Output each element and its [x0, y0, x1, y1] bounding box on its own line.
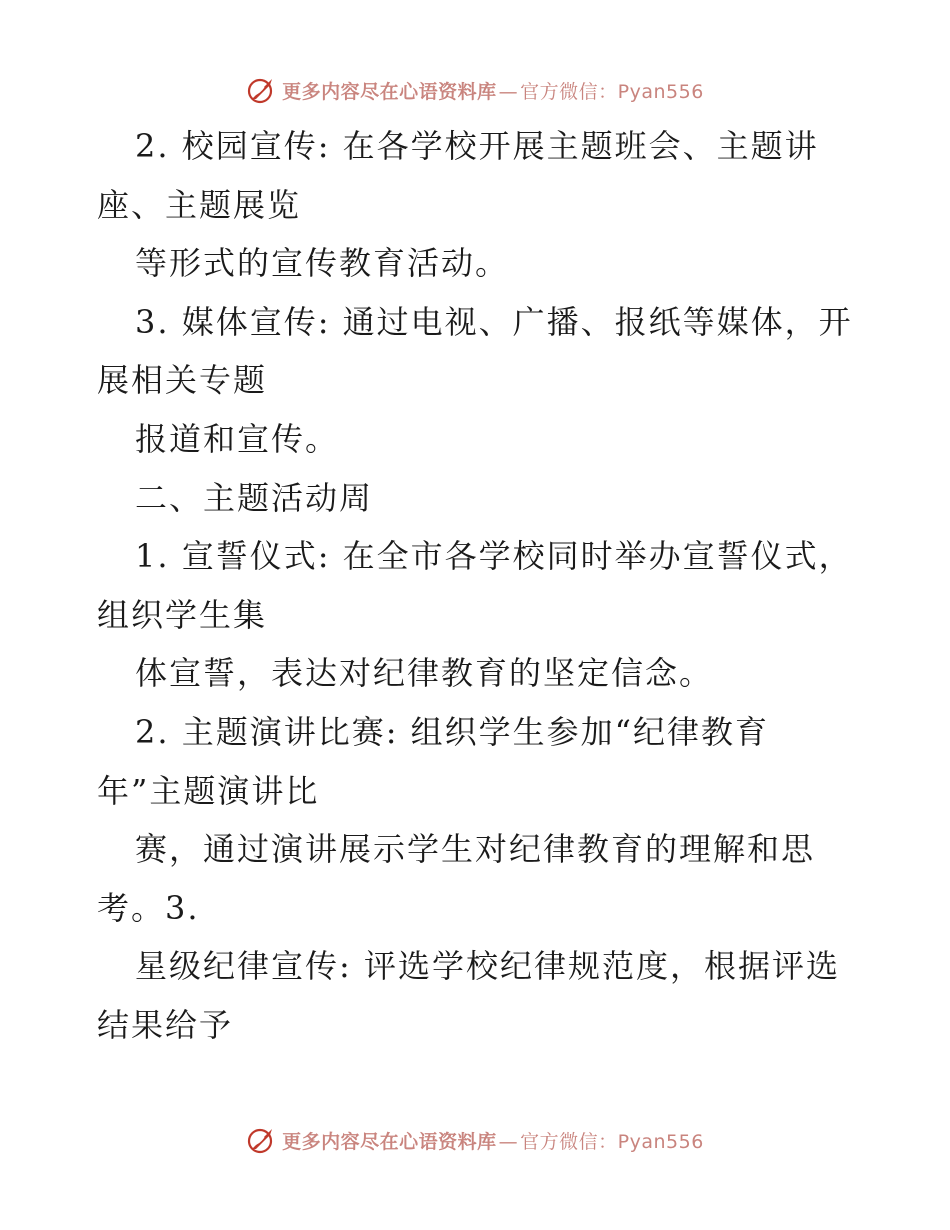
document-body [97, 117, 857, 1055]
paragraph-line: 考。3. [97, 888, 200, 927]
paragraph-line: 体宣誓，表达对纪律教育的坚定信念。 [135, 654, 714, 693]
watermark-dash: — [498, 80, 519, 103]
paragraph-line: 等形式的宣传教育活动。 [135, 244, 510, 283]
watermark-contact: 官方微信：Pyan556 [520, 80, 704, 103]
header-watermark [0, 70, 950, 110]
watermark-brand: 更多内容尽在心语资料库 [282, 1130, 497, 1153]
paragraph-line: 赛，通过演讲展示学生对纪律教育的理解和思 [135, 830, 816, 869]
paragraph-line: 结果给予 [97, 1005, 234, 1044]
quill-logo-icon [246, 75, 276, 105]
paragraph-line: 星级纪律宣传: 评选学校纪律规范度，根据评选 [135, 947, 840, 986]
watermark-dash: — [498, 1130, 519, 1153]
paragraph-line: 组织学生集 [97, 595, 268, 634]
section-heading: 二、主题活动周 [135, 478, 374, 517]
paragraph-line: 年”主题演讲比 [97, 771, 320, 810]
paragraph-line: 1. 宣誓仪式: 在全市各学校同时举办宣誓仪式， [135, 537, 853, 576]
paragraph-line: 2. 校园宣传: 在各学校开展主题班会、主题讲 [135, 127, 819, 165]
paragraph-line: 2. 主题演讲比赛: 组织学生参加“纪律教育 [135, 712, 770, 751]
paragraph-line: 展相关专题 [97, 361, 268, 400]
paragraph-line: 3. 媒体宣传: 通过电视、广播、报纸等媒体，开 [135, 302, 853, 341]
paragraph-line: 报道和宣传。 [135, 419, 340, 458]
watermark-brand: 更多内容尽在心语资料库 [282, 80, 497, 103]
quill-logo-icon [246, 1125, 276, 1155]
footer-watermark [0, 1120, 950, 1160]
paragraph-line: 座、主题展览 [97, 185, 302, 224]
watermark-contact: 官方微信：Pyan556 [520, 1130, 704, 1153]
